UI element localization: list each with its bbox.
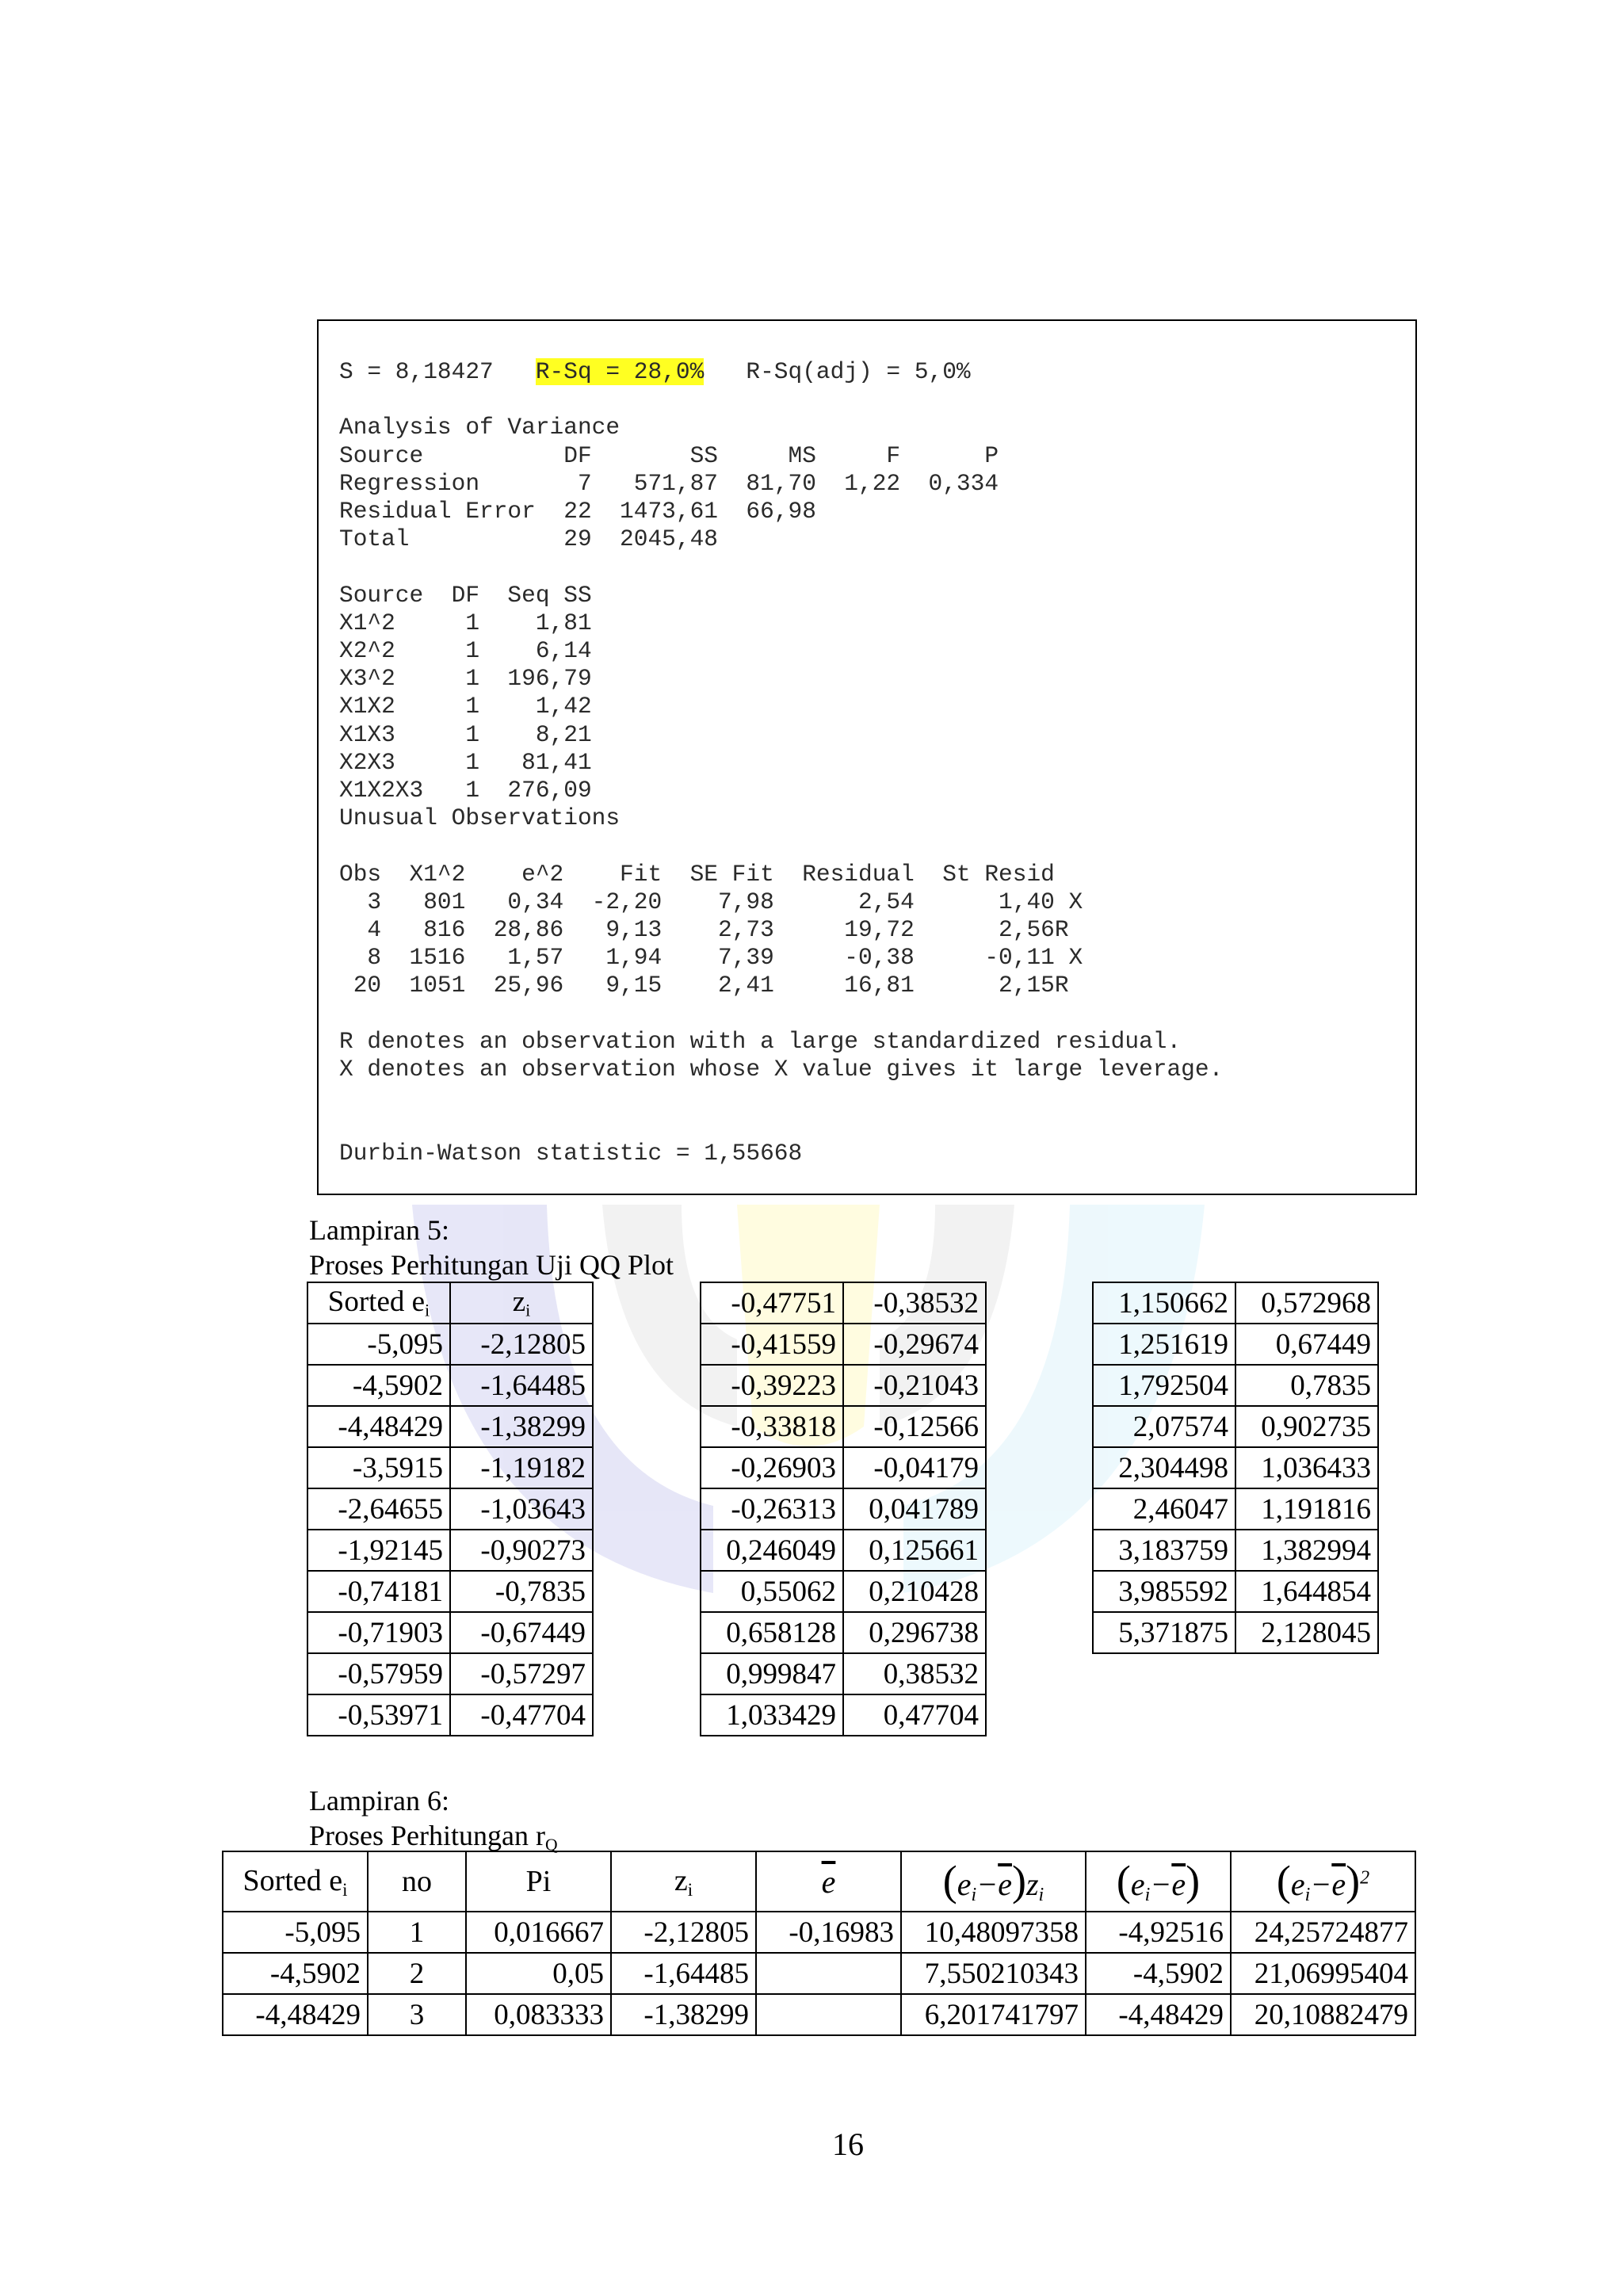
cell-zi: -1,64485 [611,1953,756,1994]
rq-table-header [223,1851,1415,1912]
seq-ss-table: Source DF Seq SS X1^2 1 1,81 X2^2 1 6,14 X3^2 1 196,79 X1X2 1 1,42 X1X3 1 8,21 X2X3 1 81,41 X1X2X3 1 276,09 Unusual Observations [339,581,621,832]
anova-table: Analysis of Variance Source DF SS MS F P Regression 7 571,87 81,70 1,22 0,334 Residual Error 22 1473,61 66,98 Total 29 2045,48 [339,414,999,553]
table-row [701,1324,986,1365]
table-row [701,1488,986,1530]
table-row [223,1994,1415,2035]
cell-pi: 0,05 [466,1953,611,1994]
cell-sorted-ei: 0,999847 [701,1653,843,1694]
cell-residual: -4,92516 [1086,1912,1231,1953]
cell-sorted-ei: 0,658128 [701,1612,843,1653]
cell-sorted-ei: 2,46047 [1093,1488,1235,1530]
cell-sorted-ei: -0,39223 [701,1365,843,1406]
table-row [701,1694,986,1736]
table-row [307,1612,593,1653]
table-row [307,1530,593,1571]
cell-sorted-ei: 0,246049 [701,1530,843,1571]
cell-sorted-ei: 5,371875 [1093,1612,1235,1653]
table-row [307,1571,593,1612]
cell-zi: 0,125661 [843,1530,986,1571]
lampiran6-subtitle: Proses Perhitungan $r_Q$ [309,1820,558,1855]
table-row [1093,1447,1378,1488]
cell-zi: -0,04179 [843,1447,986,1488]
cell-sorted-ei: -0,26313 [701,1488,843,1530]
cell-zi: -1,19182 [450,1447,593,1488]
table-row [701,1653,986,1694]
cell-sorted-ei: -4,48429 [307,1406,450,1447]
table-row [1093,1612,1378,1653]
cell-ebar [756,1953,901,1994]
table-row [701,1530,986,1571]
table-row [307,1488,593,1530]
minitab-output-text [339,358,1223,1167]
cell-no: 1 [368,1912,466,1953]
cell-zi: -0,12566 [843,1406,986,1447]
cell-sorted-ei: 0,55062 [701,1571,843,1612]
col-ebar: $\overline{e}$ [756,1851,901,1912]
table-row [307,1365,593,1406]
cell-sorted-ei: 1,150662 [1093,1282,1235,1324]
cell-sorted-ei: -0,74181 [307,1571,450,1612]
table-row [1093,1488,1378,1530]
cell-zi: 0,7835 [1235,1365,1378,1406]
cell-zi: -0,38532 [843,1282,986,1324]
cell-residual-times-z: 7,550210343 [901,1953,1086,1994]
durbin-watson: Durbin-Watson statistic = 1,55668 [339,1139,803,1167]
lampiran5-subtitle: Proses Perhitungan Uji QQ Plot [309,1249,674,1281]
qq-table-1-header [307,1282,593,1324]
lampiran5-title: Lampiran 5: [309,1214,449,1246]
cell-residual: -4,48429 [1086,1994,1231,2035]
cell-sorted-ei: -2,64655 [307,1488,450,1530]
table-row [1093,1365,1378,1406]
cell-zi: 1,036433 [1235,1447,1378,1488]
cell-pi: 0,016667 [466,1912,611,1953]
cell-zi: -0,21043 [843,1365,986,1406]
page-number: 16 [832,2126,864,2162]
table-row [701,1406,986,1447]
cell-sorted-ei: -0,57959 [307,1653,450,1694]
table-row [223,1912,1415,1953]
cell-residual-times-z: 6,201741797 [901,1994,1086,2035]
cell-residual-times-z: 10,48097358 [901,1912,1086,1953]
cell-zi: 1,382994 [1235,1530,1378,1571]
table-row [307,1653,593,1694]
cell-zi: -2,12805 [611,1912,756,1953]
table-row [307,1694,593,1736]
col-no: no [368,1851,466,1912]
col-zi: $z_i$ [611,1851,756,1912]
table-row [223,1953,1415,1994]
cell-zi: 0,902735 [1235,1406,1378,1447]
cell-zi: -1,38299 [450,1406,593,1447]
cell-sorted-ei: -0,53971 [307,1694,450,1736]
cell-residual: -4,5902 [1086,1953,1231,1994]
table-row [701,1282,986,1324]
cell-sorted-ei: -4,5902 [223,1953,368,1994]
table-row [307,1324,593,1365]
cell-zi: -0,90273 [450,1530,593,1571]
cell-zi: 1,644854 [1235,1571,1378,1612]
cell-sorted-ei: -0,26903 [701,1447,843,1488]
rsq-adj: R-Sq(adj) = 5,0% [704,358,971,385]
cell-pi: 0,083333 [466,1994,611,2035]
cell-residual-squared: 21,06995404 [1231,1953,1415,1994]
cell-zi: 0,296738 [843,1612,986,1653]
table-row [307,1447,593,1488]
cell-sorted-ei: -0,33818 [701,1406,843,1447]
cell-sorted-ei: -0,47751 [701,1282,843,1324]
cell-ebar: -0,16983 [756,1912,901,1953]
table-row [701,1612,986,1653]
cell-sorted-ei: -0,41559 [701,1324,843,1365]
rsq-highlight: R-Sq = 28,0% [535,358,705,385]
table-row [701,1447,986,1488]
cell-zi: 0,47704 [843,1694,986,1736]
cell-sorted-ei: -1,92145 [307,1530,450,1571]
table-row [1093,1282,1378,1324]
cell-sorted-ei: -0,71903 [307,1612,450,1653]
table-row [701,1571,986,1612]
table-row [307,1406,593,1447]
unusual-observations-table: Obs X1^2 e^2 Fit SE Fit Residual St Resid 3 801 0,34 -2,20 7,98 2,54 1,40 X 4 816 28,86 9,13 2,73 19,72 2,56R 8 1516 1,57 1,94 7,39 -0,38 -0,11 X 20 1051 25,96 9,15 2,41 16,81 2,15R [339,860,1083,999]
cell-sorted-ei: 1,033429 [701,1694,843,1736]
col-pi: Pi [466,1851,611,1912]
cell-ebar [756,1994,901,2035]
lampiran6-title: Lampiran 6: [309,1785,449,1817]
cell-sorted-ei: 1,792504 [1093,1365,1235,1406]
qq-table-3 [1092,1282,1379,1654]
qq-table-2 [700,1282,987,1736]
cell-zi: 0,38532 [843,1653,986,1694]
col-zi: $z_i$ [450,1282,593,1324]
cell-sorted-ei: -3,5915 [307,1447,450,1488]
cell-zi: -0,29674 [843,1324,986,1365]
col-sorted-ei: Sorted $e_i$ [223,1851,368,1912]
cell-residual-squared: 20,10882479 [1231,1994,1415,2035]
qq-table-1 [307,1282,594,1736]
cell-zi: 0,67449 [1235,1324,1378,1365]
cell-sorted-ei: 3,985592 [1093,1571,1235,1612]
cell-sorted-ei: 3,183759 [1093,1530,1235,1571]
cell-zi: -1,64485 [450,1365,593,1406]
col-residual-squared: $(e_i-\overline{e})^2$ [1231,1851,1415,1912]
col-residual-times-z: $(e_i-\overline{e})z_i$ [901,1851,1086,1912]
table-row [1093,1324,1378,1365]
cell-zi: -2,12805 [450,1324,593,1365]
cell-sorted-ei: -5,095 [223,1912,368,1953]
cell-zi: 0,572968 [1235,1282,1378,1324]
cell-zi: -0,67449 [450,1612,593,1653]
rq-table [222,1851,1416,2036]
cell-zi: -1,03643 [450,1488,593,1530]
cell-zi: -0,7835 [450,1571,593,1612]
cell-sorted-ei: 1,251619 [1093,1324,1235,1365]
footnotes: R denotes an observation with a large standardized residual. X denotes an observation whose X value gives it large leverage. [339,1027,1224,1083]
cell-zi: 0,041789 [843,1488,986,1530]
cell-sorted-ei: 2,07574 [1093,1406,1235,1447]
cell-zi: 1,191816 [1235,1488,1378,1530]
s-value: S = 8,18427 [339,358,536,385]
cell-sorted-ei: -5,095 [307,1324,450,1365]
cell-zi: -0,57297 [450,1653,593,1694]
cell-zi: 0,210428 [843,1571,986,1612]
col-residual: $(e_i-\overline{e})$ [1086,1851,1231,1912]
col-sorted-ei: Sorted $e_i$ [307,1282,450,1324]
cell-sorted-ei: 2,304498 [1093,1447,1235,1488]
table-row [1093,1406,1378,1447]
table-row [1093,1530,1378,1571]
cell-sorted-ei: -4,5902 [307,1365,450,1406]
table-row [1093,1571,1378,1612]
cell-no: 3 [368,1994,466,2035]
cell-sorted-ei: -4,48429 [223,1994,368,2035]
cell-zi: -1,38299 [611,1994,756,2035]
cell-zi: -0,47704 [450,1694,593,1736]
cell-no: 2 [368,1953,466,1994]
cell-zi: 2,128045 [1235,1612,1378,1653]
table-row [701,1365,986,1406]
cell-residual-squared: 24,25724877 [1231,1912,1415,1953]
